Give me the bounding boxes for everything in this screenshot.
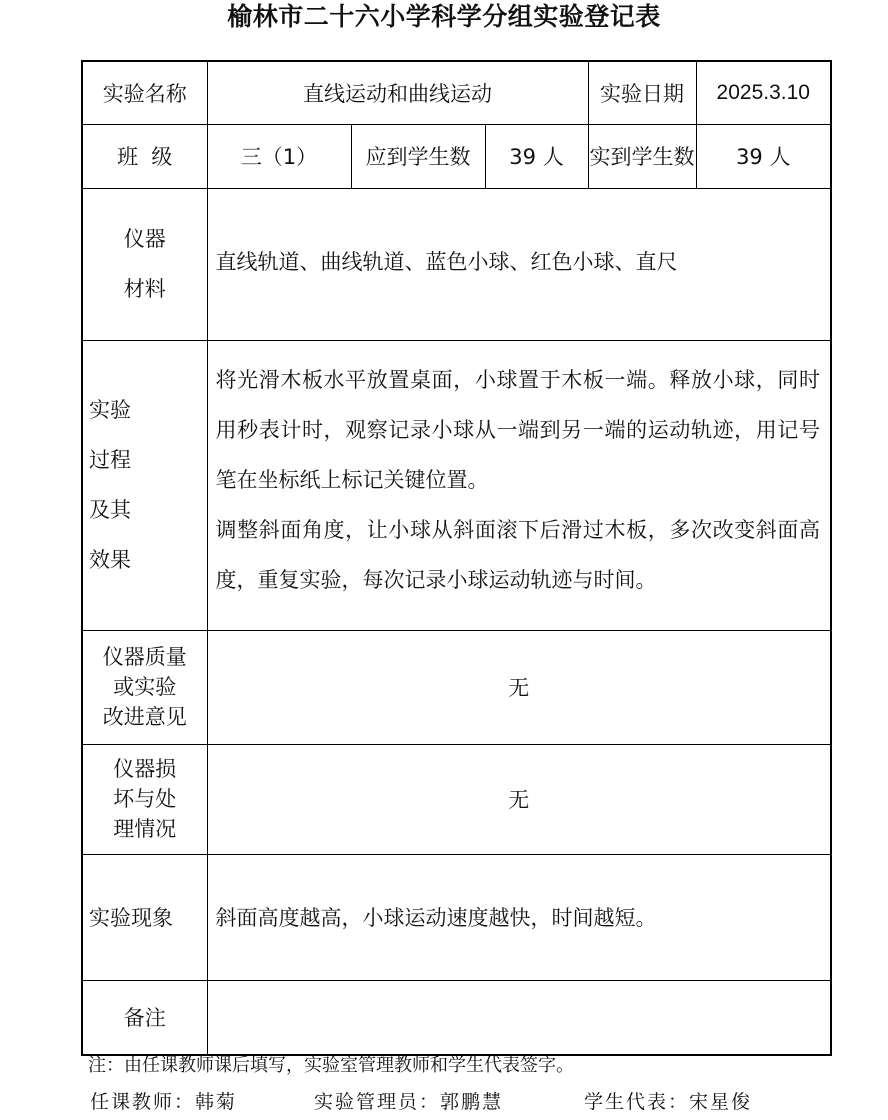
actual-students-label: 实到学生数 — [588, 124, 696, 188]
actual-students-value: 39 人 — [696, 124, 831, 188]
row-experiment-name — [82, 61, 831, 124]
damage-label-line: 理情况 — [113, 817, 177, 841]
date-value: 2025.3.10 — [696, 61, 831, 124]
expected-students-label: 应到学生数 — [351, 124, 485, 188]
quality-label-line: 改进意见 — [102, 705, 187, 729]
equipment-label-line2: 材料 — [123, 277, 166, 301]
admin-signature — [314, 1088, 584, 1116]
remarks-value — [207, 980, 831, 1055]
quality-label-line: 或实验 — [113, 675, 177, 699]
row-remarks — [82, 980, 831, 1055]
quality-label — [82, 630, 207, 744]
quality-value: 无 — [207, 630, 831, 744]
process-label-line: 过程 — [89, 448, 131, 472]
process-paragraph-1: 将光滑木板水平放置桌面，小球置于木板一端。释放小球，同时用秒表计时，观察记录小球从一端到另一端的运动轨迹，用记号笔在坐标纸上标记关键位置。 — [215, 367, 821, 492]
row-class — [82, 124, 831, 188]
form-title: 榆林市二十六小学科学分组实验登记表 — [227, 2, 661, 31]
admin-name: 郭鹏慧 — [440, 1091, 504, 1113]
row-equipment — [82, 188, 831, 340]
student-signature — [584, 1088, 752, 1116]
student-name: 宋星俊 — [689, 1091, 753, 1113]
class-value: 三（1） — [207, 124, 351, 188]
process-label-line: 效果 — [89, 548, 131, 572]
signature-line — [90, 1088, 752, 1116]
damage-label-line: 坏与处 — [113, 787, 177, 811]
row-quality — [82, 630, 831, 744]
process-label-line: 及其 — [89, 498, 131, 522]
row-process — [82, 340, 831, 630]
teacher-label: 任课教师： — [90, 1091, 196, 1113]
row-damage — [82, 744, 831, 854]
class-label: 班 级 — [82, 124, 207, 188]
exp-name-value: 直线运动和曲线运动 — [207, 61, 588, 124]
exp-name-label: 实验名称 — [82, 61, 207, 124]
process-paragraph-2: 调整斜面角度，让小球从斜面滚下后滑过木板，多次改变斜面高度，重复实验，每次记录小球运动轨迹与时间。 — [215, 517, 821, 592]
damage-label — [82, 744, 207, 854]
phenomenon-label: 实验现象 — [82, 854, 207, 980]
process-value — [207, 340, 831, 630]
process-label-line: 实验 — [89, 398, 131, 422]
student-label: 学生代表： — [584, 1091, 690, 1113]
phenomenon-value: 斜面高度越高，小球运动速度越快，时间越短。 — [207, 854, 831, 980]
damage-value: 无 — [207, 744, 831, 854]
teacher-name: 韩菊 — [195, 1091, 238, 1113]
date-label: 实验日期 — [588, 61, 696, 124]
experiment-record-table — [81, 60, 832, 1056]
quality-label-line: 仪器质量 — [102, 645, 187, 669]
process-label — [82, 340, 207, 630]
teacher-signature — [90, 1088, 314, 1116]
equipment-label — [82, 188, 207, 340]
expected-students-value: 39 人 — [485, 124, 588, 188]
row-phenomenon — [82, 854, 831, 980]
remarks-label: 备注 — [82, 980, 207, 1055]
footer-note: 注：由任课教师课后填写，实验室管理教师和学生代表签字。 — [88, 1055, 574, 1076]
equipment-value: 直线轨道、曲线轨道、蓝色小球、红色小球、直尺 — [207, 188, 831, 340]
damage-label-line: 仪器损 — [113, 757, 177, 781]
admin-label: 实验管理员： — [314, 1091, 441, 1113]
equipment-label-line1: 仪器 — [123, 227, 166, 251]
